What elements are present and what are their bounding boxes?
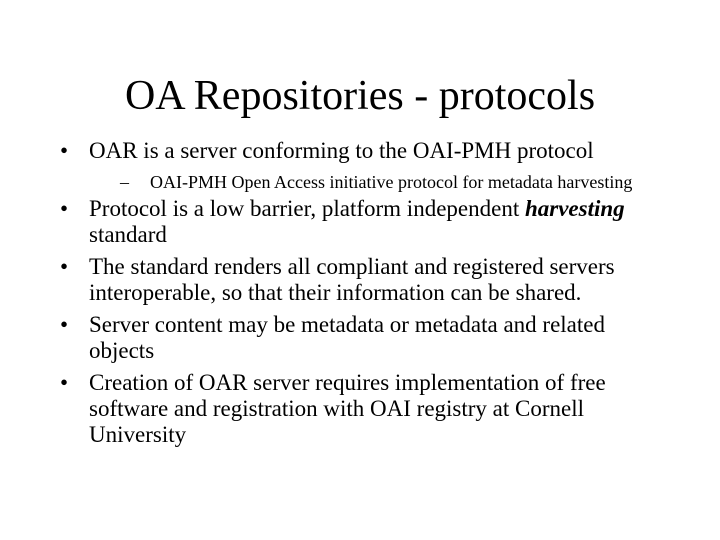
bullet-marker: •: [60, 196, 69, 221]
bullet-item: [60, 370, 660, 448]
bullet-text-end: standard: [89, 222, 167, 247]
bullet-marker: •: [60, 312, 69, 337]
sub-bullet-text: OAI-PMH Open Access initiative protocol for metadata harvesting: [150, 172, 633, 192]
bullet-item: [60, 254, 660, 306]
bullet-text: Creation of OAR server requires implementation of free software and registration with OAI registry at Cornell University: [89, 370, 606, 447]
bullet-marker: •: [60, 138, 69, 163]
sub-bullet-item: [120, 171, 700, 193]
emphasis-keyword: harvesting: [524, 196, 625, 221]
bullet-text: The standard renders all compliant and registered servers interoperable, so that their information can be shared.: [89, 254, 615, 305]
slide-title: OA Repositories - protocols: [124, 73, 596, 119]
bullet-marker: •: [60, 370, 69, 395]
bullet-item: [60, 312, 660, 364]
sub-bullet-marker: –: [120, 172, 129, 192]
bullet-text-start: Protocol is a low barrier, platform independent: [89, 196, 525, 221]
bullet-item: [60, 138, 660, 164]
bullet-item: [60, 196, 660, 248]
bullet-text: OAR is a server conforming to the OAI-PMH protocol: [89, 138, 594, 163]
bullet-text: [89, 196, 660, 248]
bullet-marker: •: [60, 254, 69, 279]
bullet-text: Server content may be metadata or metadata and related objects: [89, 312, 605, 363]
